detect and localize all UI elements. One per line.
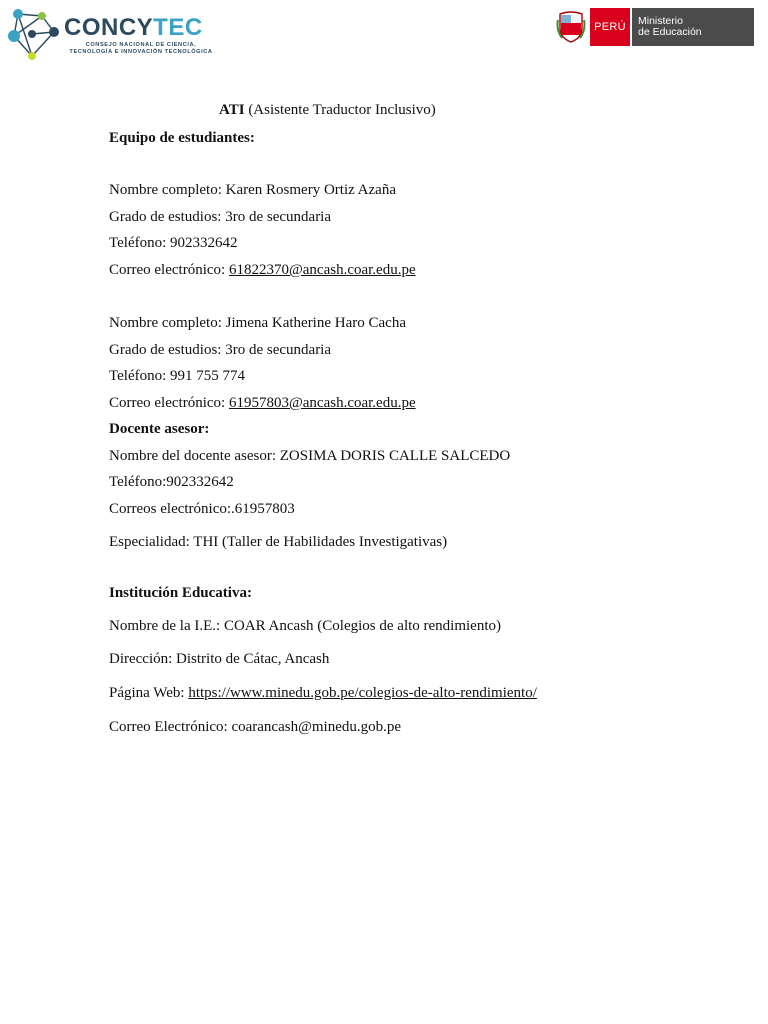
advisor-phone: Teléfono:902332642 <box>109 474 234 490</box>
advisor-specialty: Especialidad: THI (Taller de Habilidades Investigativas) <box>109 534 448 550</box>
student-1-phone: Teléfono: 902332642 <box>109 235 238 251</box>
peru-label: PERÚ <box>590 8 630 46</box>
concytec-wordmark: CONCYTEC <box>64 14 203 41</box>
student-1-email-row: Correo electrónico: 61822370@ancash.coar.edu.pe <box>109 262 416 278</box>
ministry-label: Ministerio de Educación <box>632 8 754 46</box>
institution-email: Correo Electrónico: coarancash@minedu.gob.pe <box>109 719 402 735</box>
concytec-logo <box>6 4 216 62</box>
institution-address: Dirección: Distrito de Cátac, Ancash <box>109 651 330 667</box>
institution-name: Nombre de la I.E.: COAR Ancash (Colegios de alto rendimiento) <box>109 618 501 634</box>
advisor-name: Nombre del docente asesor: ZOSIMA DORIS CALLE SALCEDO <box>109 448 511 464</box>
advisor-email: Correos electrónico:.61957803 <box>109 501 295 517</box>
advisor-heading: Docente asesor: <box>109 421 210 437</box>
institution-web-row: Página Web: https://www.minedu.gob.pe/colegios-de-alto-rendimiento/ <box>109 685 537 701</box>
team-heading: Equipo de estudiantes: <box>109 130 255 146</box>
institution-web-link[interactable]: https://www.minedu.gob.pe/colegios-de-alto-rendimiento/ <box>188 685 537 701</box>
minedu-logo <box>556 8 754 46</box>
molecule-icon <box>6 4 64 62</box>
student-2-grade: Grado de estudios: 3ro de secundaria <box>109 342 332 358</box>
student-2-phone: Teléfono: 991 755 774 <box>109 368 246 384</box>
student-1-name: Nombre completo: Karen Rosmery Ortiz Azaña <box>109 182 396 198</box>
document-title: ATI (Asistente Traductor Inclusivo) <box>219 102 436 118</box>
institution-heading: Institución Educativa: <box>109 585 252 601</box>
student-2-email-link[interactable]: 61957803@ancash.coar.edu.pe <box>228 395 416 411</box>
student-1-grade: Grado de estudios: 3ro de secundaria <box>109 209 332 225</box>
concytec-subtitle: CONSEJO NACIONAL DE CIENCIA, TECNOLOGÍA E INNOVACIÓN TECNOLÓGICA <box>69 42 213 55</box>
student-2-email-row: Correo electrónico: 61957803@ancash.coar.edu.pe <box>109 395 416 411</box>
peru-coat-of-arms-icon <box>556 10 586 44</box>
student-2-name: Nombre completo: Jimena Katherine Haro Cacha <box>109 315 406 331</box>
student-1-email-link[interactable]: 61822370@ancash.coar.edu.pe <box>228 262 416 278</box>
